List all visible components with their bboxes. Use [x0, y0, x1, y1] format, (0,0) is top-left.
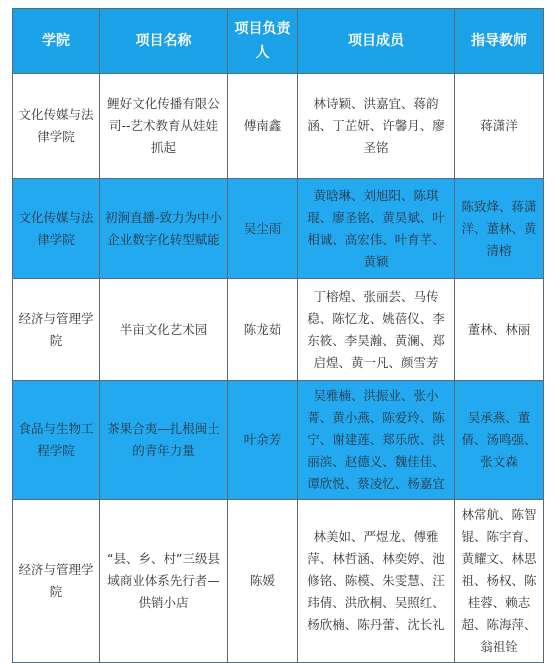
leader-cell: 叶余芳 — [228, 381, 298, 500]
project-name-cell: 半亩文化艺术园 — [100, 279, 228, 381]
project-name-cell: “县、乡、村”三级县域商业体系先行者—供销小店 — [100, 500, 228, 663]
leader-cell: 陈媛 — [228, 500, 298, 663]
members-cell: 吴雅楠、洪振业、张小菁、黄小燕、陈爱玲、陈宁、谢建莲、郑乐欣、洪丽滨、赵德义、魏佳佳、谭欣悦、蔡凌忆、杨嘉宜 — [298, 381, 455, 500]
members-cell: 林美如、严煜龙、傅雅萍、林哲涵、林奕婷、池修铭、陈模、朱雯慧、汪玮倩、洪欣桐、吴照红、杨欣楠、陈丹蕾、沈长礼 — [298, 500, 455, 663]
project-name-cell: 鲤好文化传播有限公司--艺术教育从娃娃抓起 — [100, 74, 228, 179]
project-name-cell: 茶果合夷—扎根闽土的青年力量 — [100, 381, 228, 500]
advisor-cell: 吴承燕、董倩、汤鸣强、张文森 — [455, 381, 544, 500]
advisor-cell: 陈致烽、蒋潇洋、董林、黄清榕 — [455, 179, 544, 279]
leader-cell: 吴尘雨 — [228, 179, 298, 279]
table-row — [13, 279, 544, 381]
college-cell: 经济与管理学院 — [13, 279, 100, 381]
project-name-cell: 初涧直播-致力为中小企业数字化转型赋能 — [100, 179, 228, 279]
college-cell: 文化传媒与法律学院 — [13, 179, 100, 279]
header-college: 学院 — [13, 9, 100, 74]
members-cell: 黄晗琳、刘旭阳、陈琪琨、廖圣铭、黄昊斌、叶相诚、高宏伟、叶育芊、黄颖 — [298, 179, 455, 279]
table-row — [13, 74, 544, 179]
college-cell: 文化传媒与法律学院 — [13, 74, 100, 179]
members-cell: 林诗颖、洪嘉宜、蒋韵涵、丁芷妍、许馨月、廖圣铭 — [298, 74, 455, 179]
leader-cell: 傅南鑫 — [228, 74, 298, 179]
advisor-cell: 董林、林丽 — [455, 279, 544, 381]
header-advisor: 指导教师 — [455, 9, 544, 74]
header-leader: 项目负责人 — [228, 9, 298, 74]
table-row — [13, 500, 544, 663]
header-project-name: 项目名称 — [100, 9, 228, 74]
leader-cell: 陈龙茹 — [228, 279, 298, 381]
table-header-row — [13, 9, 544, 74]
members-cell: 丁榕煌、张丽芸、马传稳、陈忆龙、姚蓓仪、李东筱、李昊瀚、黄澜、郑启煌、黄一凡、颜雪芳 — [298, 279, 455, 381]
project-table — [12, 8, 544, 663]
table-row — [13, 381, 544, 500]
table-row — [13, 179, 544, 279]
header-members: 项目成员 — [298, 9, 455, 74]
college-cell: 食品与生物工程学院 — [13, 381, 100, 500]
advisor-cell: 林常航、陈智锟、陈宇育、黄耀文、林思祖、杨权、陈桂蓉、赖志超、陈海萍、翁祖铨 — [455, 500, 544, 663]
college-cell: 经济与管理学院 — [13, 500, 100, 663]
advisor-cell: 蒋潇洋 — [455, 74, 544, 179]
